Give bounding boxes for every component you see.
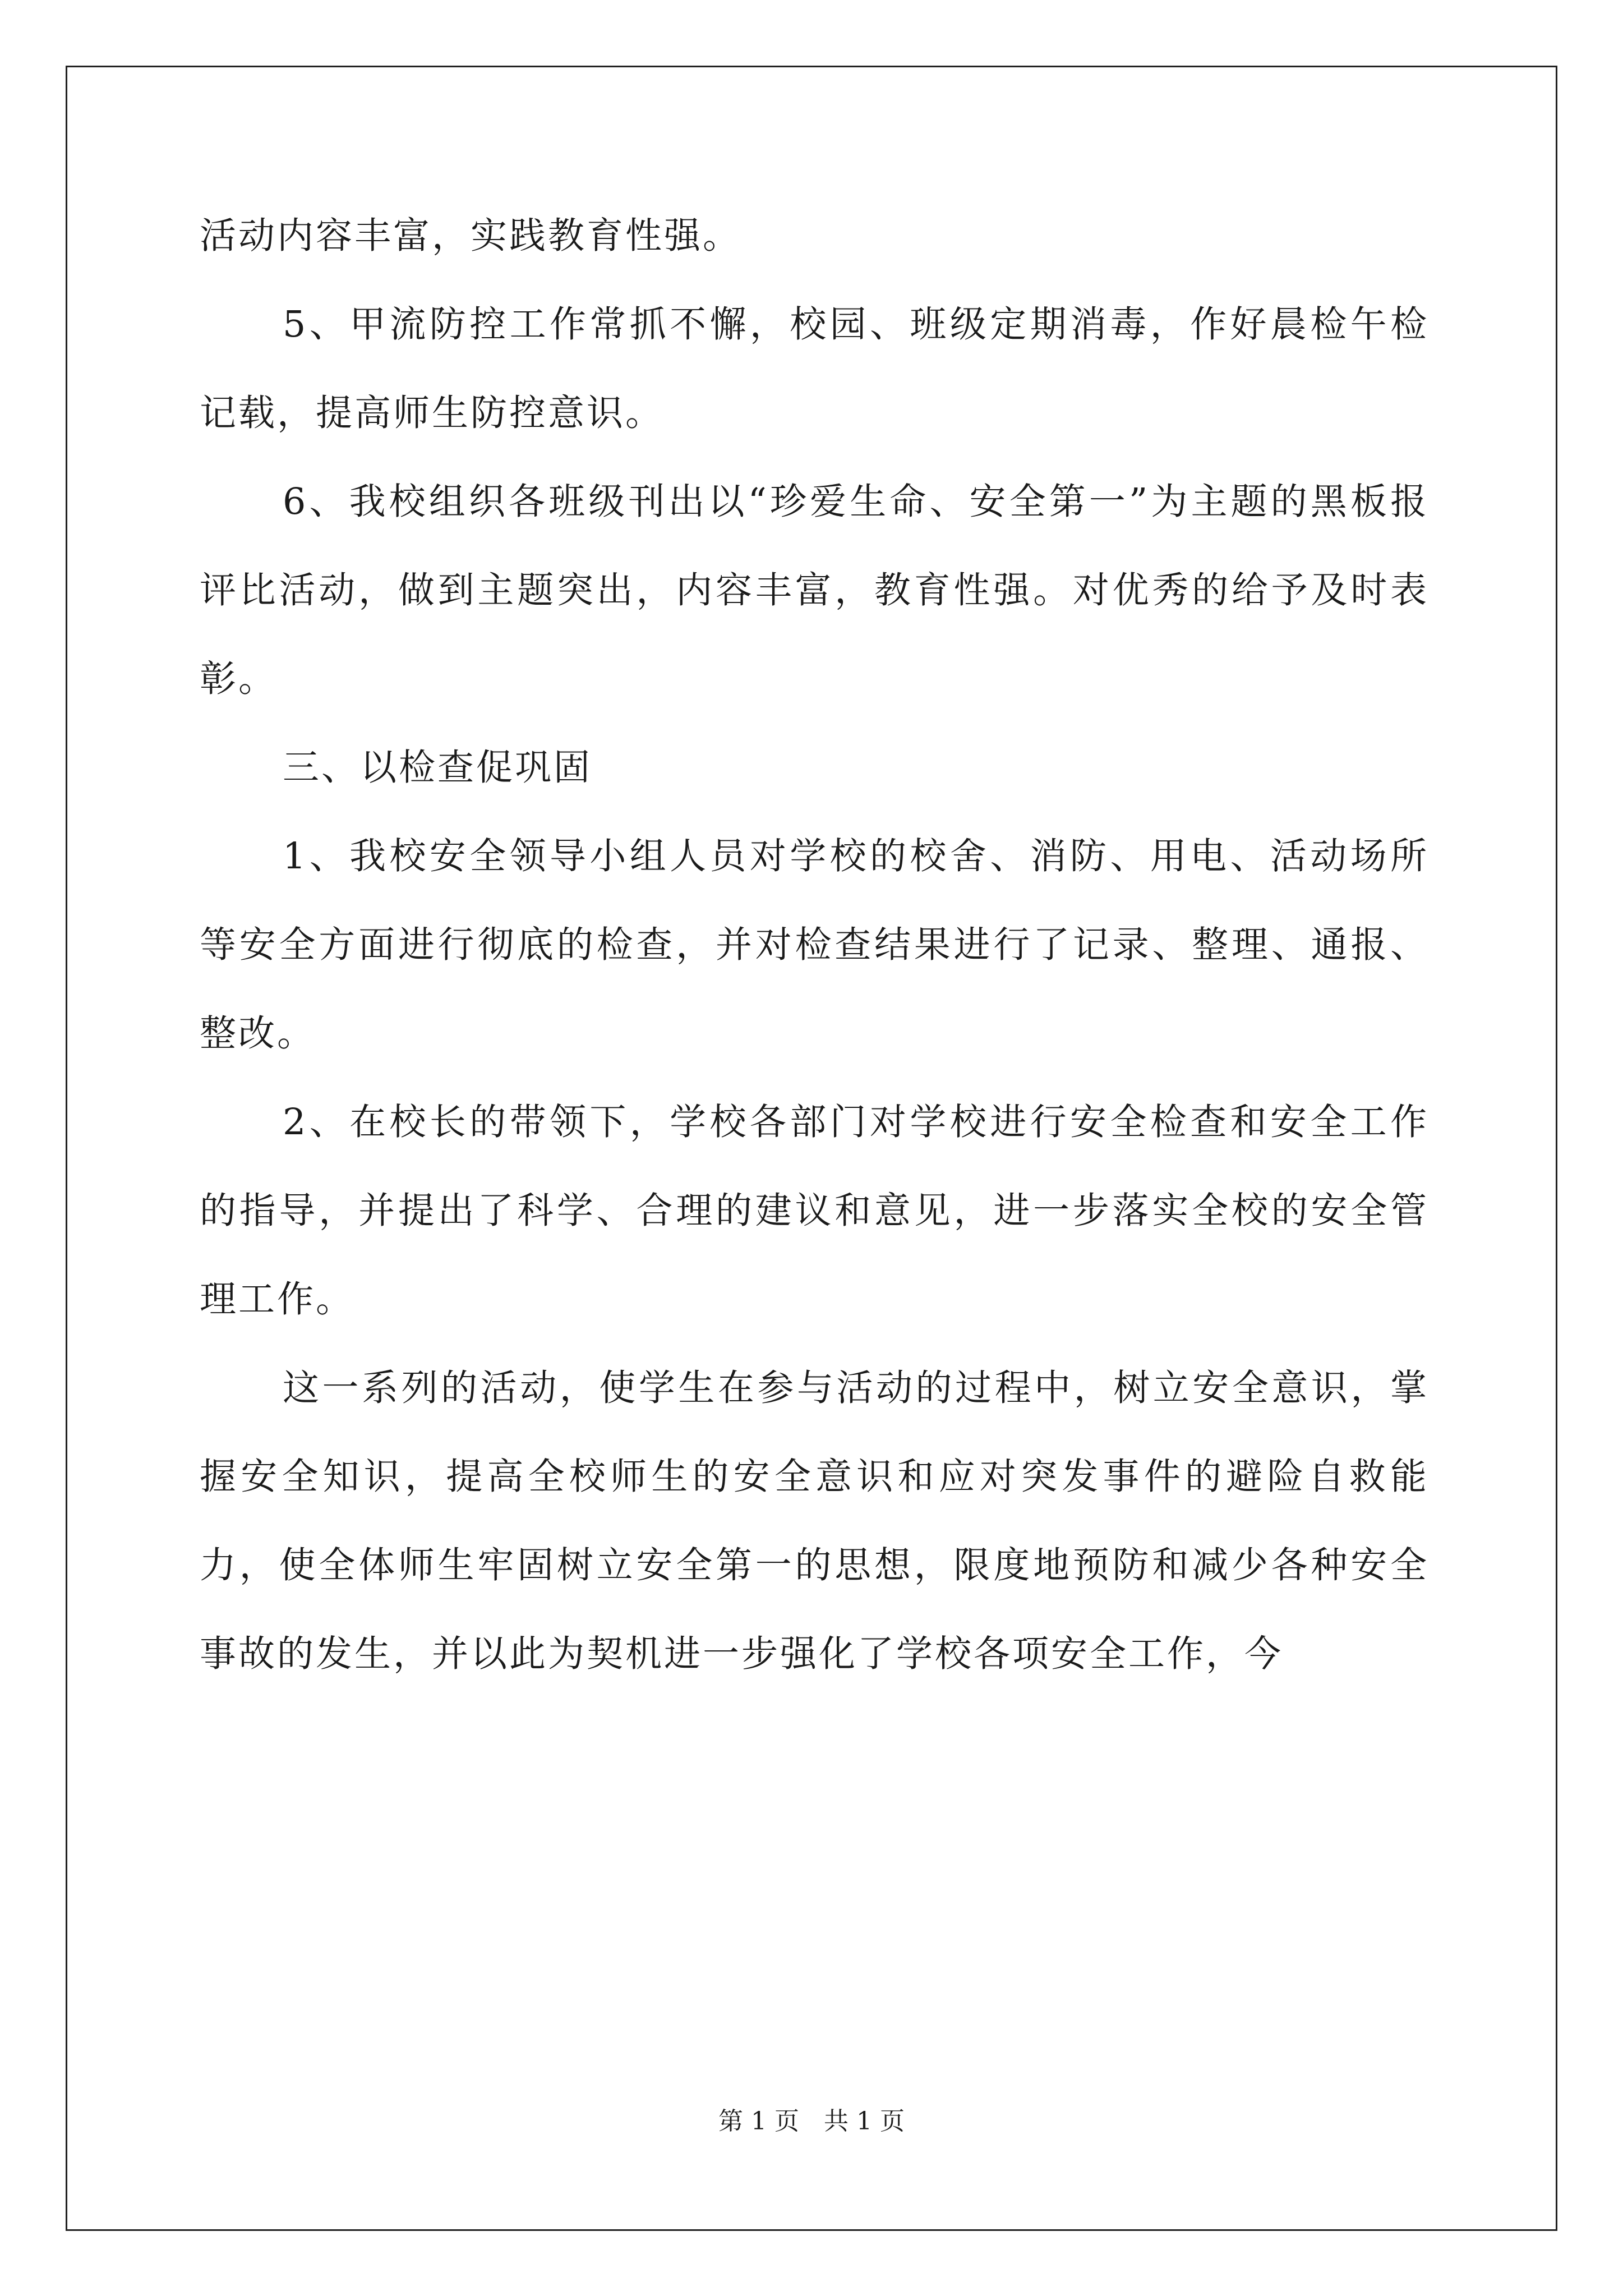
paragraph-summary: 这一系列的活动，使学生在参与活动的过程中，树立安全意识，掌握安全知识，提高全校师生的安全意识和应对突发事件的避险自救能力，使全体师生牢固树立安全第一的思想，限度地预防和减少各种安全事故的发生，并以此为契机进一步强化了学校各项安全工作，今: [200, 1367, 1429, 1675]
document-body: [200, 192, 1429, 1699]
section-heading-3: 三、以检查促巩固: [283, 747, 593, 789]
page-total: 共 1 页: [824, 2107, 905, 2136]
paragraph-item-1: 1、我校安全领导小组人员对学校的校舍、消防、用电、活动场所等安全方面进行彻底的检查，并对检查结果进行了记录、整理、通报、整改。: [200, 835, 1429, 1055]
paragraph-item-6: 6、我校组织各班级刊出以“珍爱生命、安全第一”为主题的黑板报评比活动，做到主题突出，内容丰富，教育性强。对优秀的给予及时表彰。: [200, 481, 1429, 700]
page-footer: [0, 2105, 1623, 2138]
page-number: 第 1 页: [718, 2107, 799, 2136]
paragraph-item-2: 2、在校长的带领下，学校各部门对学校进行安全检查和安全工作的指导，并提出了科学、合理的建议和意见，进一步落实全校的安全管理工作。: [200, 1101, 1429, 1320]
paragraph-item-5: 5、甲流防控工作常抓不懈，校园、班级定期消毒，作好晨检午检记载，提高师生防控意识。: [200, 303, 1429, 434]
paragraph-continuation: 活动内容丰富，实践教育性强。: [200, 215, 742, 257]
